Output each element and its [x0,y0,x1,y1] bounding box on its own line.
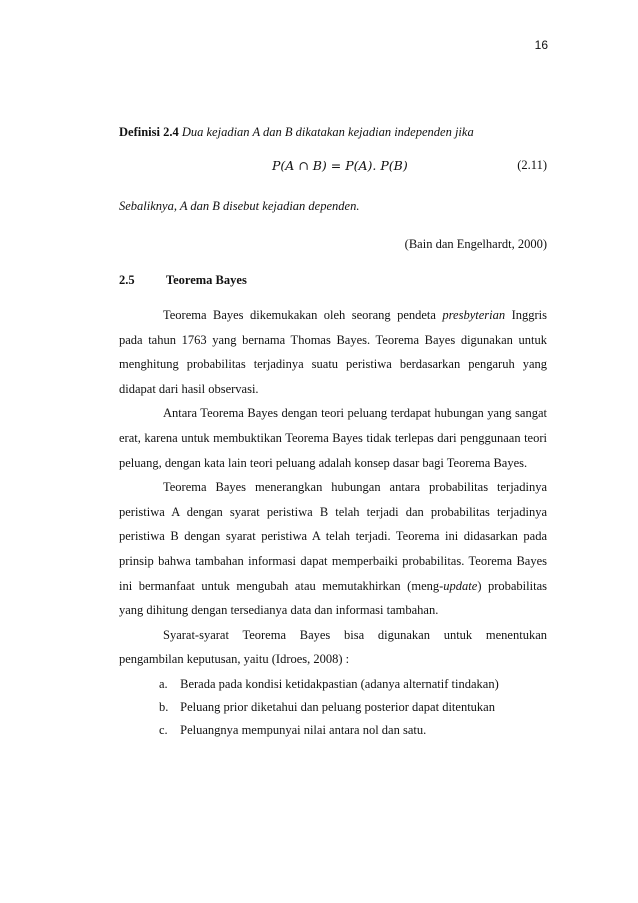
section-heading [119,273,547,288]
requirements-list [159,677,499,746]
list-item-text: Peluangnya mempunyai nilai antara nol dan satu. [180,723,427,737]
section-title: Teorema Bayes [165,273,247,287]
list-item-text: Peluang prior diketahui dan peluang posterior dapat ditentukan [180,700,495,714]
definition [119,125,547,140]
paragraph-1-end: Inggris pada tahun 1763 yang bernama Thomas Bayes. Teorema Bayes digunakan untuk menghitung probabilitas terjadinya suatu peristiwa berdasarkan pengaruh yang didapat dari hasil observasi. [119,308,547,396]
equation-number: (2.11) [517,158,547,172]
paragraph-3-start: Teorema Bayes menerangkan hubungan antara probabilitas terjadinya peristiwa A dengan syarat peristiwa B telah terjadi dan probabilitas terjadinya peristiwa B dengan syarat peristiwa A telah terjadi. Teorema ini didasarkan pada prinsip bahwa tambahan informasi dapat memperbaiki probabilitas. Teorema Bayes ini bermanfaat untuk mengubah atau memutakhirkan (meng- [119,480,547,593]
list-item [159,700,499,723]
paragraph-1-start: Teorema Bayes dikemukakan oleh seorang pendeta [163,308,443,322]
list-item-letter: b. [159,700,169,714]
definition-label: Definisi 2.4 [119,125,179,139]
paragraph-3 [119,475,547,623]
paragraph-4: Syarat-syarat Teorema Bayes bisa digunakan untuk menentukan pengambilan keputusan, yaitu (Idroes, 2008) : [119,627,547,667]
equation-row [119,158,547,174]
page-number: 16 [534,38,548,52]
paragraph-2: Antara Teorema Bayes dengan teori peluang terdapat hubungan yang sangat erat, karena untuk membuktikan Teorema Bayes tidak terlepas dari penggunaan teori peluang, dengan kata lain teori peluang adalah konsep dasar bagi Teorema Bayes. [119,406,547,470]
dependent-statement: Sebaliknya, A dan B disebut kejadian dependen. [119,199,360,213]
definition-text: Dua kejadian A dan B dikatakan kejadian independen jika [181,125,474,139]
list-item-letter: c. [159,723,168,737]
paragraph-3-end: ) probabilitas yang dihitung dengan tersedianya data dan informasi tambahan. [119,578,547,618]
list-item [159,677,499,700]
equation-formula: P(A ∩ B) = P(A). P(B) [272,158,408,173]
citation: (Bain dan Engelhardt, 2000) [404,237,547,251]
list-item [159,723,499,746]
paragraph-1 [119,303,547,401]
list-item-letter: a. [159,677,168,691]
section-number: 2.5 [119,273,135,287]
paragraph-3-italic: update [443,578,478,593]
paragraph-1-italic: presbyterian [442,308,506,322]
body-text [119,303,547,672]
list-item-text: Berada pada kondisi ketidakpastian (adanya alternatif tindakan) [180,677,499,691]
